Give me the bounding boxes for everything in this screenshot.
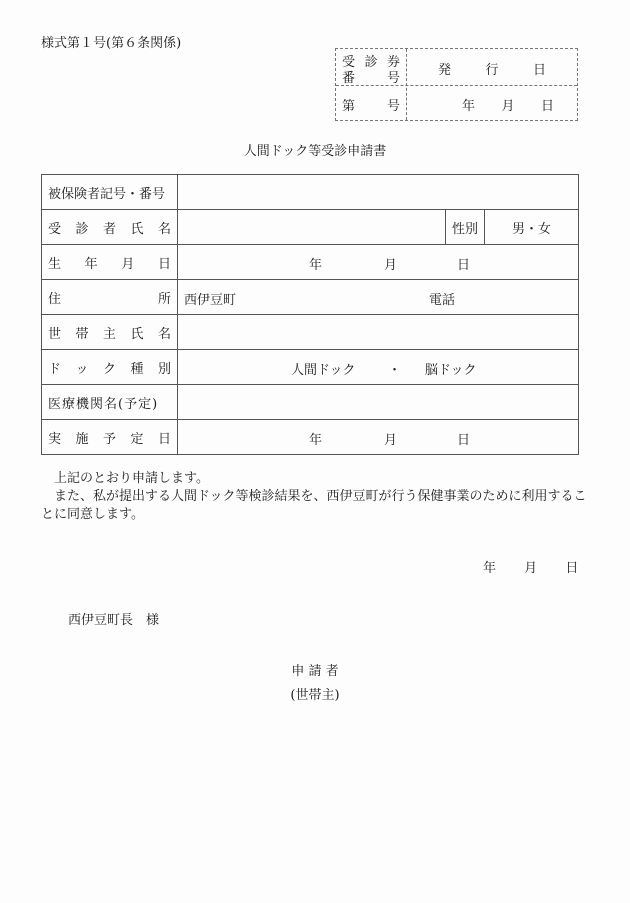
option-separator: ・ xyxy=(388,363,402,378)
issue-date-field[interactable] xyxy=(462,95,554,114)
label-household-head xyxy=(42,315,178,350)
label-dock-type xyxy=(42,350,178,385)
label-char: 実 xyxy=(48,431,62,447)
label-char: 第 xyxy=(342,99,356,114)
year-label: 年 xyxy=(483,561,497,576)
label-char: 定 xyxy=(130,431,144,447)
examinee-name-field[interactable] xyxy=(178,210,446,245)
dock-type-options xyxy=(178,350,579,385)
label-char: 世 xyxy=(48,326,62,342)
month-label: 月 xyxy=(524,561,538,576)
application-table xyxy=(41,174,579,455)
ticket-number-box xyxy=(335,48,578,121)
option-brain-dock[interactable]: 脳ドック xyxy=(425,363,477,378)
label-char: 帯 xyxy=(75,326,89,342)
birthdate-field[interactable] xyxy=(178,245,579,280)
application-date[interactable] xyxy=(483,557,578,576)
scheduled-date-field[interactable] xyxy=(178,420,579,455)
label-char: ド xyxy=(48,361,62,377)
month-label: 月 xyxy=(384,433,398,448)
medical-institution-field[interactable] xyxy=(178,385,579,420)
consent-statement xyxy=(41,470,591,524)
label-char: 号 xyxy=(386,99,400,114)
label-char: 年 xyxy=(84,256,98,272)
label-char: 日 xyxy=(532,63,546,78)
label-char: 日 xyxy=(157,431,171,447)
addressee: 西伊豆町長 様 xyxy=(68,613,160,628)
day-label: 日 xyxy=(457,433,471,448)
label-address xyxy=(42,280,178,315)
year-label: 年 xyxy=(462,99,476,114)
month-label: 月 xyxy=(384,258,398,273)
label-char: ク xyxy=(102,361,116,377)
label-char: 名 xyxy=(157,221,171,237)
label-char: ッ xyxy=(75,361,89,377)
household-head-field[interactable] xyxy=(178,315,579,350)
statement-line-1: 上記のとおり申請します。 xyxy=(54,471,209,486)
table-row-dock-type xyxy=(42,350,579,385)
label-examinee-name xyxy=(42,210,178,245)
label-char: 種 xyxy=(130,361,144,377)
year-label: 年 xyxy=(309,258,323,273)
label-char: 受 xyxy=(48,221,62,237)
day-label: 日 xyxy=(457,258,471,273)
label-char: 氏 xyxy=(130,326,144,342)
table-row-examinee-name xyxy=(42,210,579,245)
label-char: 券 xyxy=(386,55,400,70)
phone-label: 電話 xyxy=(429,293,456,308)
label-scheduled-date xyxy=(42,420,178,455)
label-char: 氏 xyxy=(130,221,144,237)
label-medical-institution xyxy=(42,385,178,420)
issue-date-label xyxy=(438,59,546,78)
month-label: 月 xyxy=(501,99,515,114)
form-number: 様式第１号(第６条関係) xyxy=(41,36,182,51)
table-row-medical-institution xyxy=(42,385,579,420)
label-birthdate xyxy=(42,245,178,280)
label-char: 所 xyxy=(157,291,171,307)
label-char: 主 xyxy=(102,326,116,342)
label-char: 名 xyxy=(157,326,171,342)
label-insurance-number xyxy=(42,175,178,210)
label-char: 予 xyxy=(102,431,116,447)
label-char: 番 xyxy=(342,71,356,86)
option-human-dock[interactable]: 人間ドック xyxy=(291,363,356,378)
table-row-address xyxy=(42,280,579,315)
table-row-scheduled-date xyxy=(42,420,579,455)
page-title: 人間ドック等受診申請書 xyxy=(243,144,387,159)
label-char: 発 xyxy=(438,63,452,78)
label-char: 行 xyxy=(485,63,499,78)
label-char: 者 xyxy=(102,221,116,237)
insurance-number-field[interactable] xyxy=(178,175,579,210)
day-label: 日 xyxy=(565,561,579,576)
statement-line-2: また、私が提出する人間ドック等検診結果を、西伊豆町が行う保健事業のために利用することに同意します。 xyxy=(41,489,587,522)
label-char: 診 xyxy=(75,221,89,237)
label-text: 医療機関名(予定) xyxy=(48,396,159,412)
address-field[interactable] xyxy=(178,280,579,315)
day-label: 日 xyxy=(540,99,554,114)
label-text: 被保険者記号・番号 xyxy=(48,186,166,202)
address-prefix: 西伊豆町 xyxy=(184,293,237,308)
ticket-number-field[interactable] xyxy=(342,95,400,114)
label-char: 日 xyxy=(157,256,171,272)
label-sex: 性別 xyxy=(446,210,485,245)
table-row-birthdate xyxy=(42,245,579,280)
label-char: 別 xyxy=(157,361,171,377)
label-char: 受 xyxy=(342,55,356,70)
label-char: 住 xyxy=(48,291,62,307)
year-label: 年 xyxy=(309,433,323,448)
label-char: 生 xyxy=(48,256,62,272)
table-row-household-head xyxy=(42,315,579,350)
label-char: 月 xyxy=(121,256,135,272)
applicant-sublabel: (世帯主) xyxy=(290,688,340,703)
table-row-insurance-number xyxy=(42,175,579,210)
applicant-label: 申 請 者 xyxy=(291,664,339,679)
label-char: 診 xyxy=(364,55,378,70)
ticket-number-label-line2 xyxy=(342,67,400,86)
label-char: 施 xyxy=(75,431,89,447)
sex-options[interactable]: 男・女 xyxy=(485,210,579,245)
label-char: 号 xyxy=(386,71,400,86)
